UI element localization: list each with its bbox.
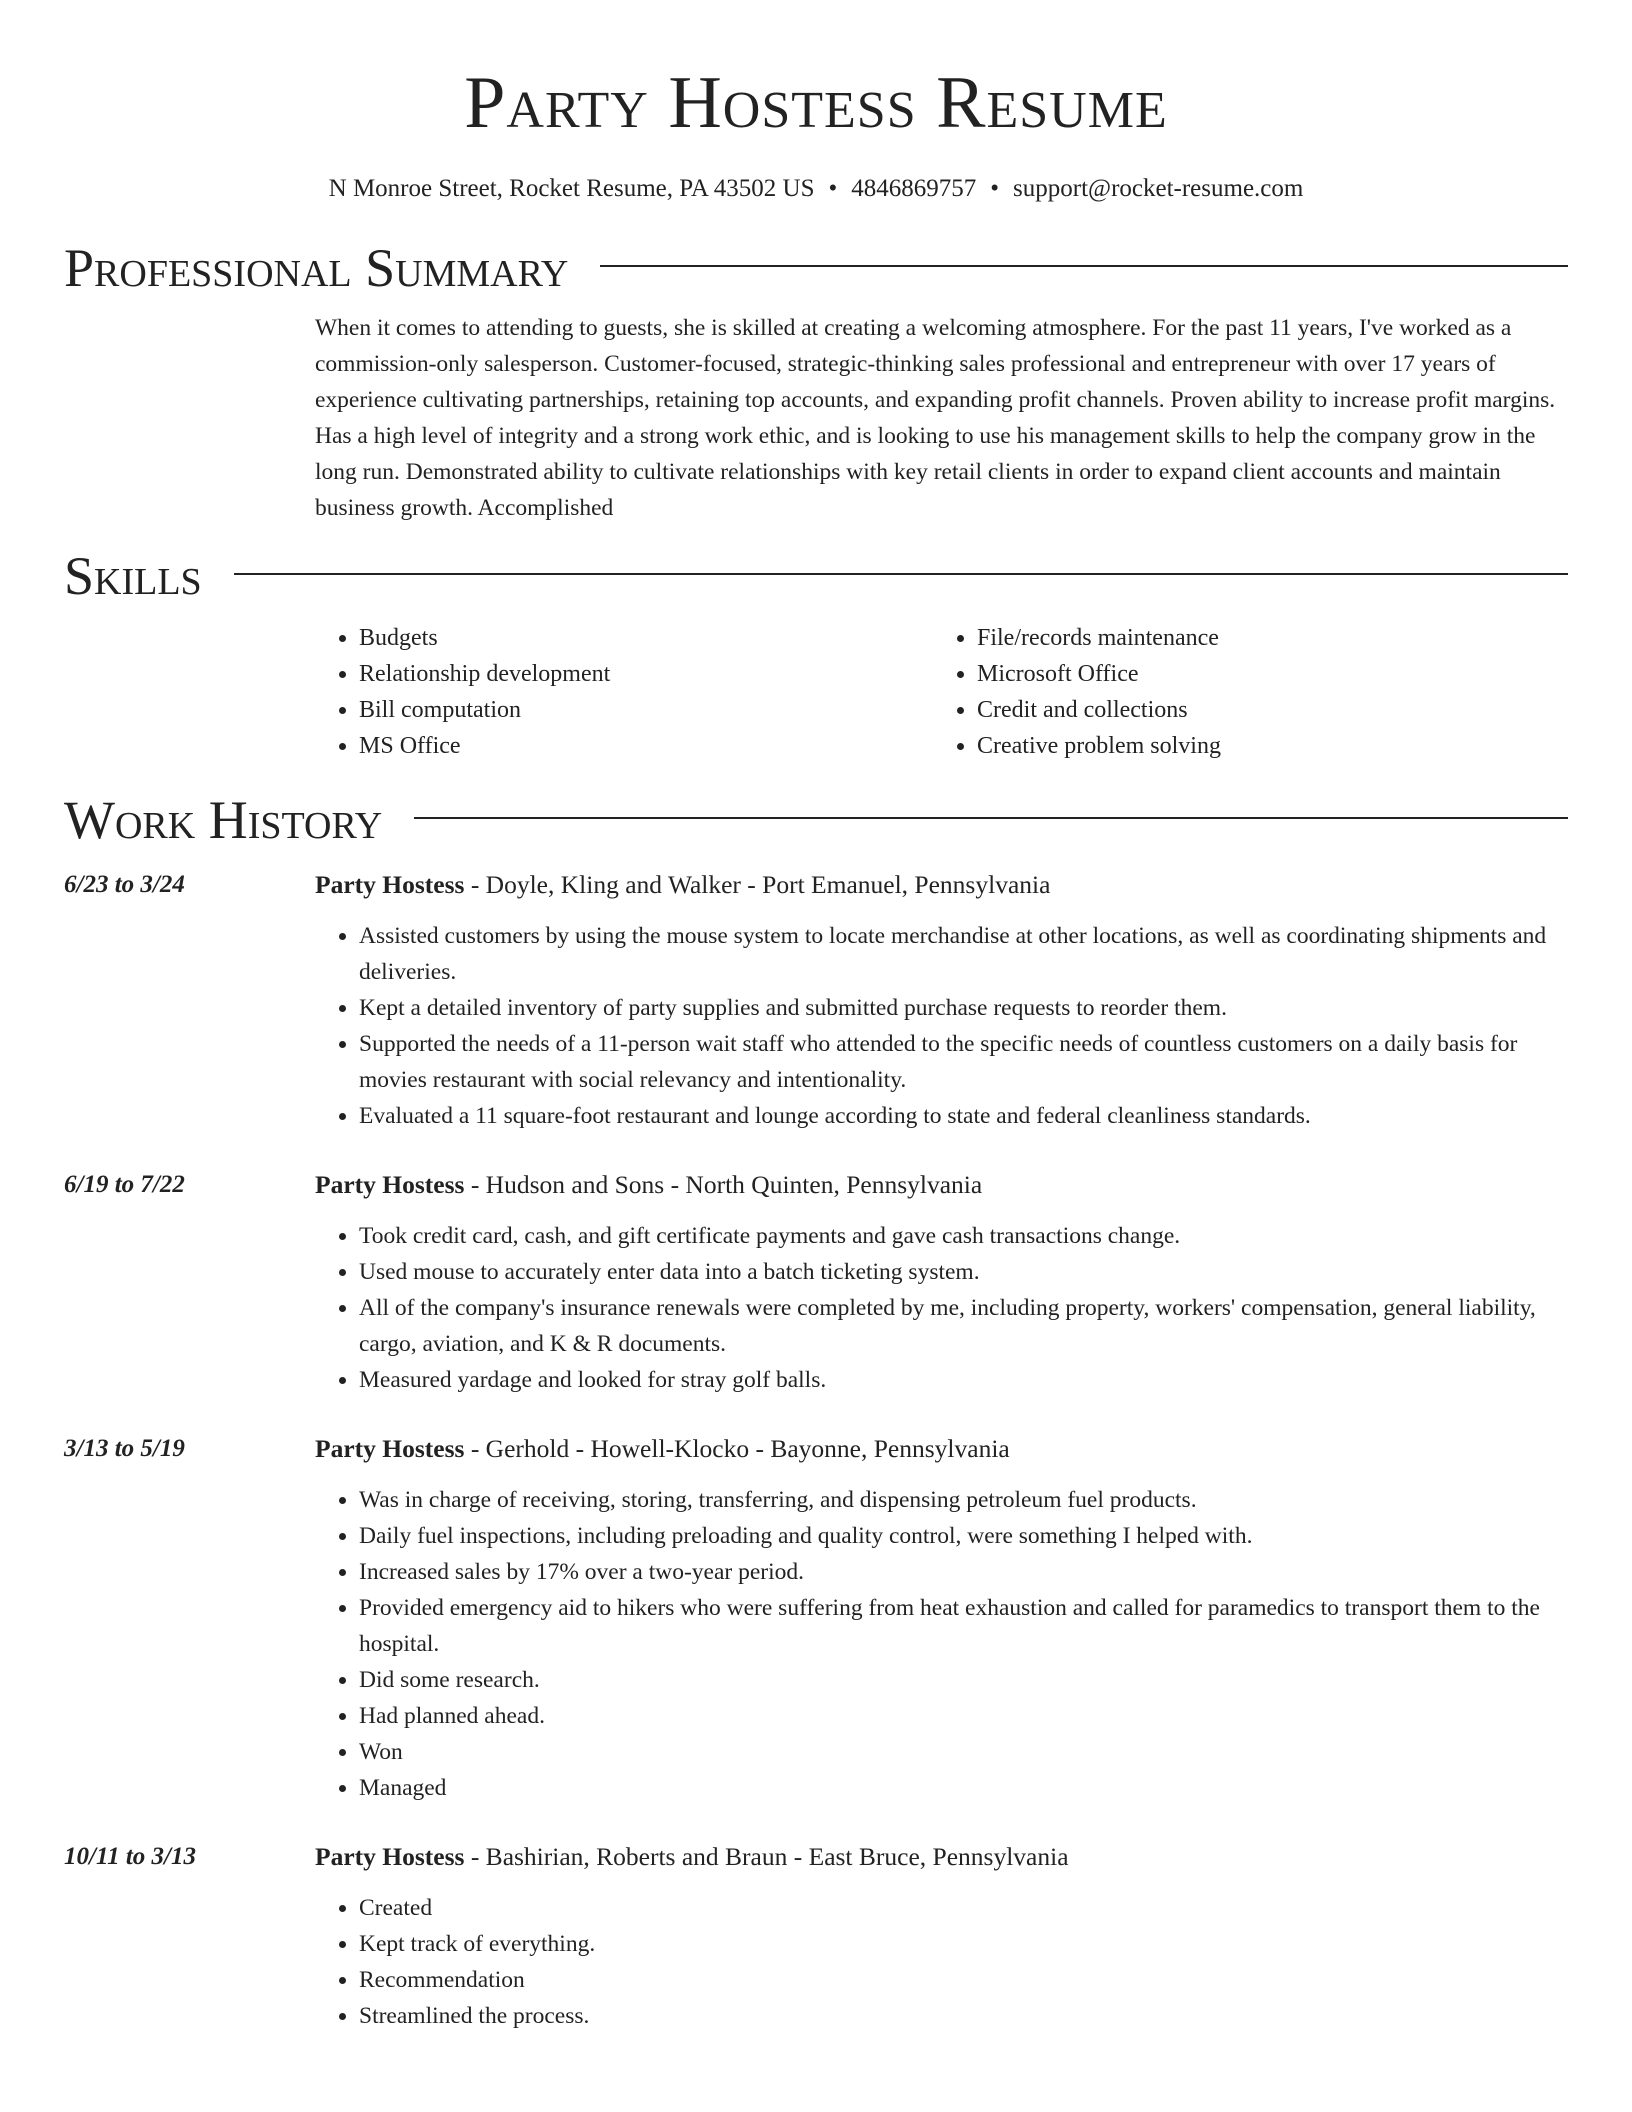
contact-address: N Monroe Street, Rocket Resume, PA 43502 US [328,175,815,202]
job-body [315,1840,1568,2034]
job-company: - Doyle, Kling and Walker - Port Emanuel, Pennsylvania [464,870,1051,899]
job-bullet: • Had planned ahead. [359,1698,1568,1734]
summary-section-header [64,236,1568,300]
skill-item: • Credit and collections [977,692,1550,728]
job-bullets [315,1482,1568,1806]
job-title: Party Hostess [315,1170,465,1199]
job-bullet: • Recommendation [359,1962,1568,1998]
job-bullet: • Streamlined the process. [359,1998,1568,2034]
job-bullet: • Used mouse to accurately enter data into a batch ticketing system. [359,1254,1568,1290]
job-company: - Gerhold - Howell-Klocko - Bayonne, Pennsylvania [464,1434,1010,1463]
job-bullet: • All of the company's insurance renewals were completed by me, including property, workers' compensation, general liability, cargo, aviation, and K & R documents. [359,1290,1568,1362]
skill-item: • Microsoft Office [977,656,1550,692]
job-bullet: • Evaluated a 11 square-foot restaurant and lounge according to state and federal cleanliness standards. [359,1098,1568,1134]
work-heading: Work History [64,790,383,850]
job-title: Party Hostess [315,1434,465,1463]
work-section-header [64,788,1568,852]
skill-item: • Creative problem solving [977,728,1550,764]
skills-list [315,620,1568,764]
job-bullets [315,1890,1568,2034]
job-bullet: • Kept track of everything. [359,1926,1568,1962]
skill-item: • File/records maintenance [977,620,1550,656]
job-body [315,868,1568,1134]
contact-phone: 4846869757 [851,175,977,202]
job-heading [315,868,1568,902]
summary-heading: Professional Summary [64,238,569,298]
section-divider [414,817,1568,819]
job-bullet: • Daily fuel inspections, including preloading and quality control, were something I helped with. [359,1518,1568,1554]
job-heading [315,1432,1568,1466]
job-bullet: • Did some research. [359,1662,1568,1698]
job-dates: 6/23 to 3/24 [64,871,185,898]
skill-item: • Relationship development [359,656,933,692]
job-bullet: • Kept a detailed inventory of party supplies and submitted purchase requests to reorder them. [359,990,1568,1026]
job-entry [64,1432,1568,1806]
job-bullet: • Measured yardage and looked for stray golf balls. [359,1362,1568,1398]
contact-separator: • [990,175,1000,202]
skills-section-header [64,544,1568,608]
skill-item: • MS Office [359,728,933,764]
job-dates: 3/13 to 5/19 [64,1435,185,1462]
contact-separator: • [828,175,838,202]
job-bullets [315,918,1568,1134]
contact-line [64,172,1568,206]
contact-email: support@rocket-resume.com [1013,175,1304,202]
job-bullet: • Assisted customers by using the mouse system to locate merchandise at other locations, as well as coordinating shipments and deliveries. [359,918,1568,990]
job-dates: 6/19 to 7/22 [64,1171,185,1198]
job-bullet: • Took credit card, cash, and gift certificate payments and gave cash transactions change. [359,1218,1568,1254]
job-bullet: • Created [359,1890,1568,1926]
job-dates: 10/11 to 3/13 [64,1843,196,1870]
skill-item: • Bill computation [359,692,933,728]
resume-page [64,0,1568,2034]
skills-column-left [315,620,933,764]
section-divider [600,265,1568,267]
skills-column-right [933,620,1550,764]
job-company: - Hudson and Sons - North Quinten, Pennsylvania [464,1170,983,1199]
job-heading [315,1840,1568,1874]
job-bullets [315,1218,1568,1398]
skill-item: • Budgets [359,620,933,656]
job-body [315,1168,1568,1398]
job-title: Party Hostess [315,870,465,899]
job-bullet: • Increased sales by 17% over a two-year period. [359,1554,1568,1590]
job-bullet: • Managed [359,1770,1568,1806]
job-company: - Bashirian, Roberts and Braun - East Bruce, Pennsylvania [464,1842,1069,1871]
job-entry [64,1840,1568,2034]
job-body [315,1432,1568,1806]
job-bullet: • Provided emergency aid to hikers who were suffering from heat exhaustion and called for paramedics to transport them to the hospital. [359,1590,1568,1662]
section-divider [234,573,1568,575]
resume-title: Party Hostess Resume [464,62,1168,144]
job-bullet: • Was in charge of receiving, storing, transferring, and dispensing petroleum fuel products. [359,1482,1568,1518]
summary-text: When it comes to attending to guests, she is skilled at creating a welcoming atmosphere. For the past 11 years, I've worked as a commission-only salesperson. Customer-focused, strategic-thinking sales professional and entrepreneur with over 17 years of experience cultivating partnerships, retaining top accounts, and expanding profit channels. Proven ability to increase profit margins. Has a high level of integrity and a strong work ethic, and is looking to use his management skills to help the company grow in the long run. Demonstrated ability to cultivate relationships with key retail clients in order to expand client accounts and maintain business growth. Accomplished [315,315,1556,521]
job-bullet: • Supported the needs of a 11-person wait staff who attended to the specific needs of countless customers on a daily basis for movies restaurant with social relevancy and intentionality. [359,1026,1568,1098]
job-entry [64,868,1568,1134]
skills-heading: Skills [64,546,202,606]
job-entry [64,1168,1568,1398]
job-title: Party Hostess [315,1842,465,1871]
job-bullet: • Won [359,1734,1568,1770]
job-heading [315,1168,1568,1202]
